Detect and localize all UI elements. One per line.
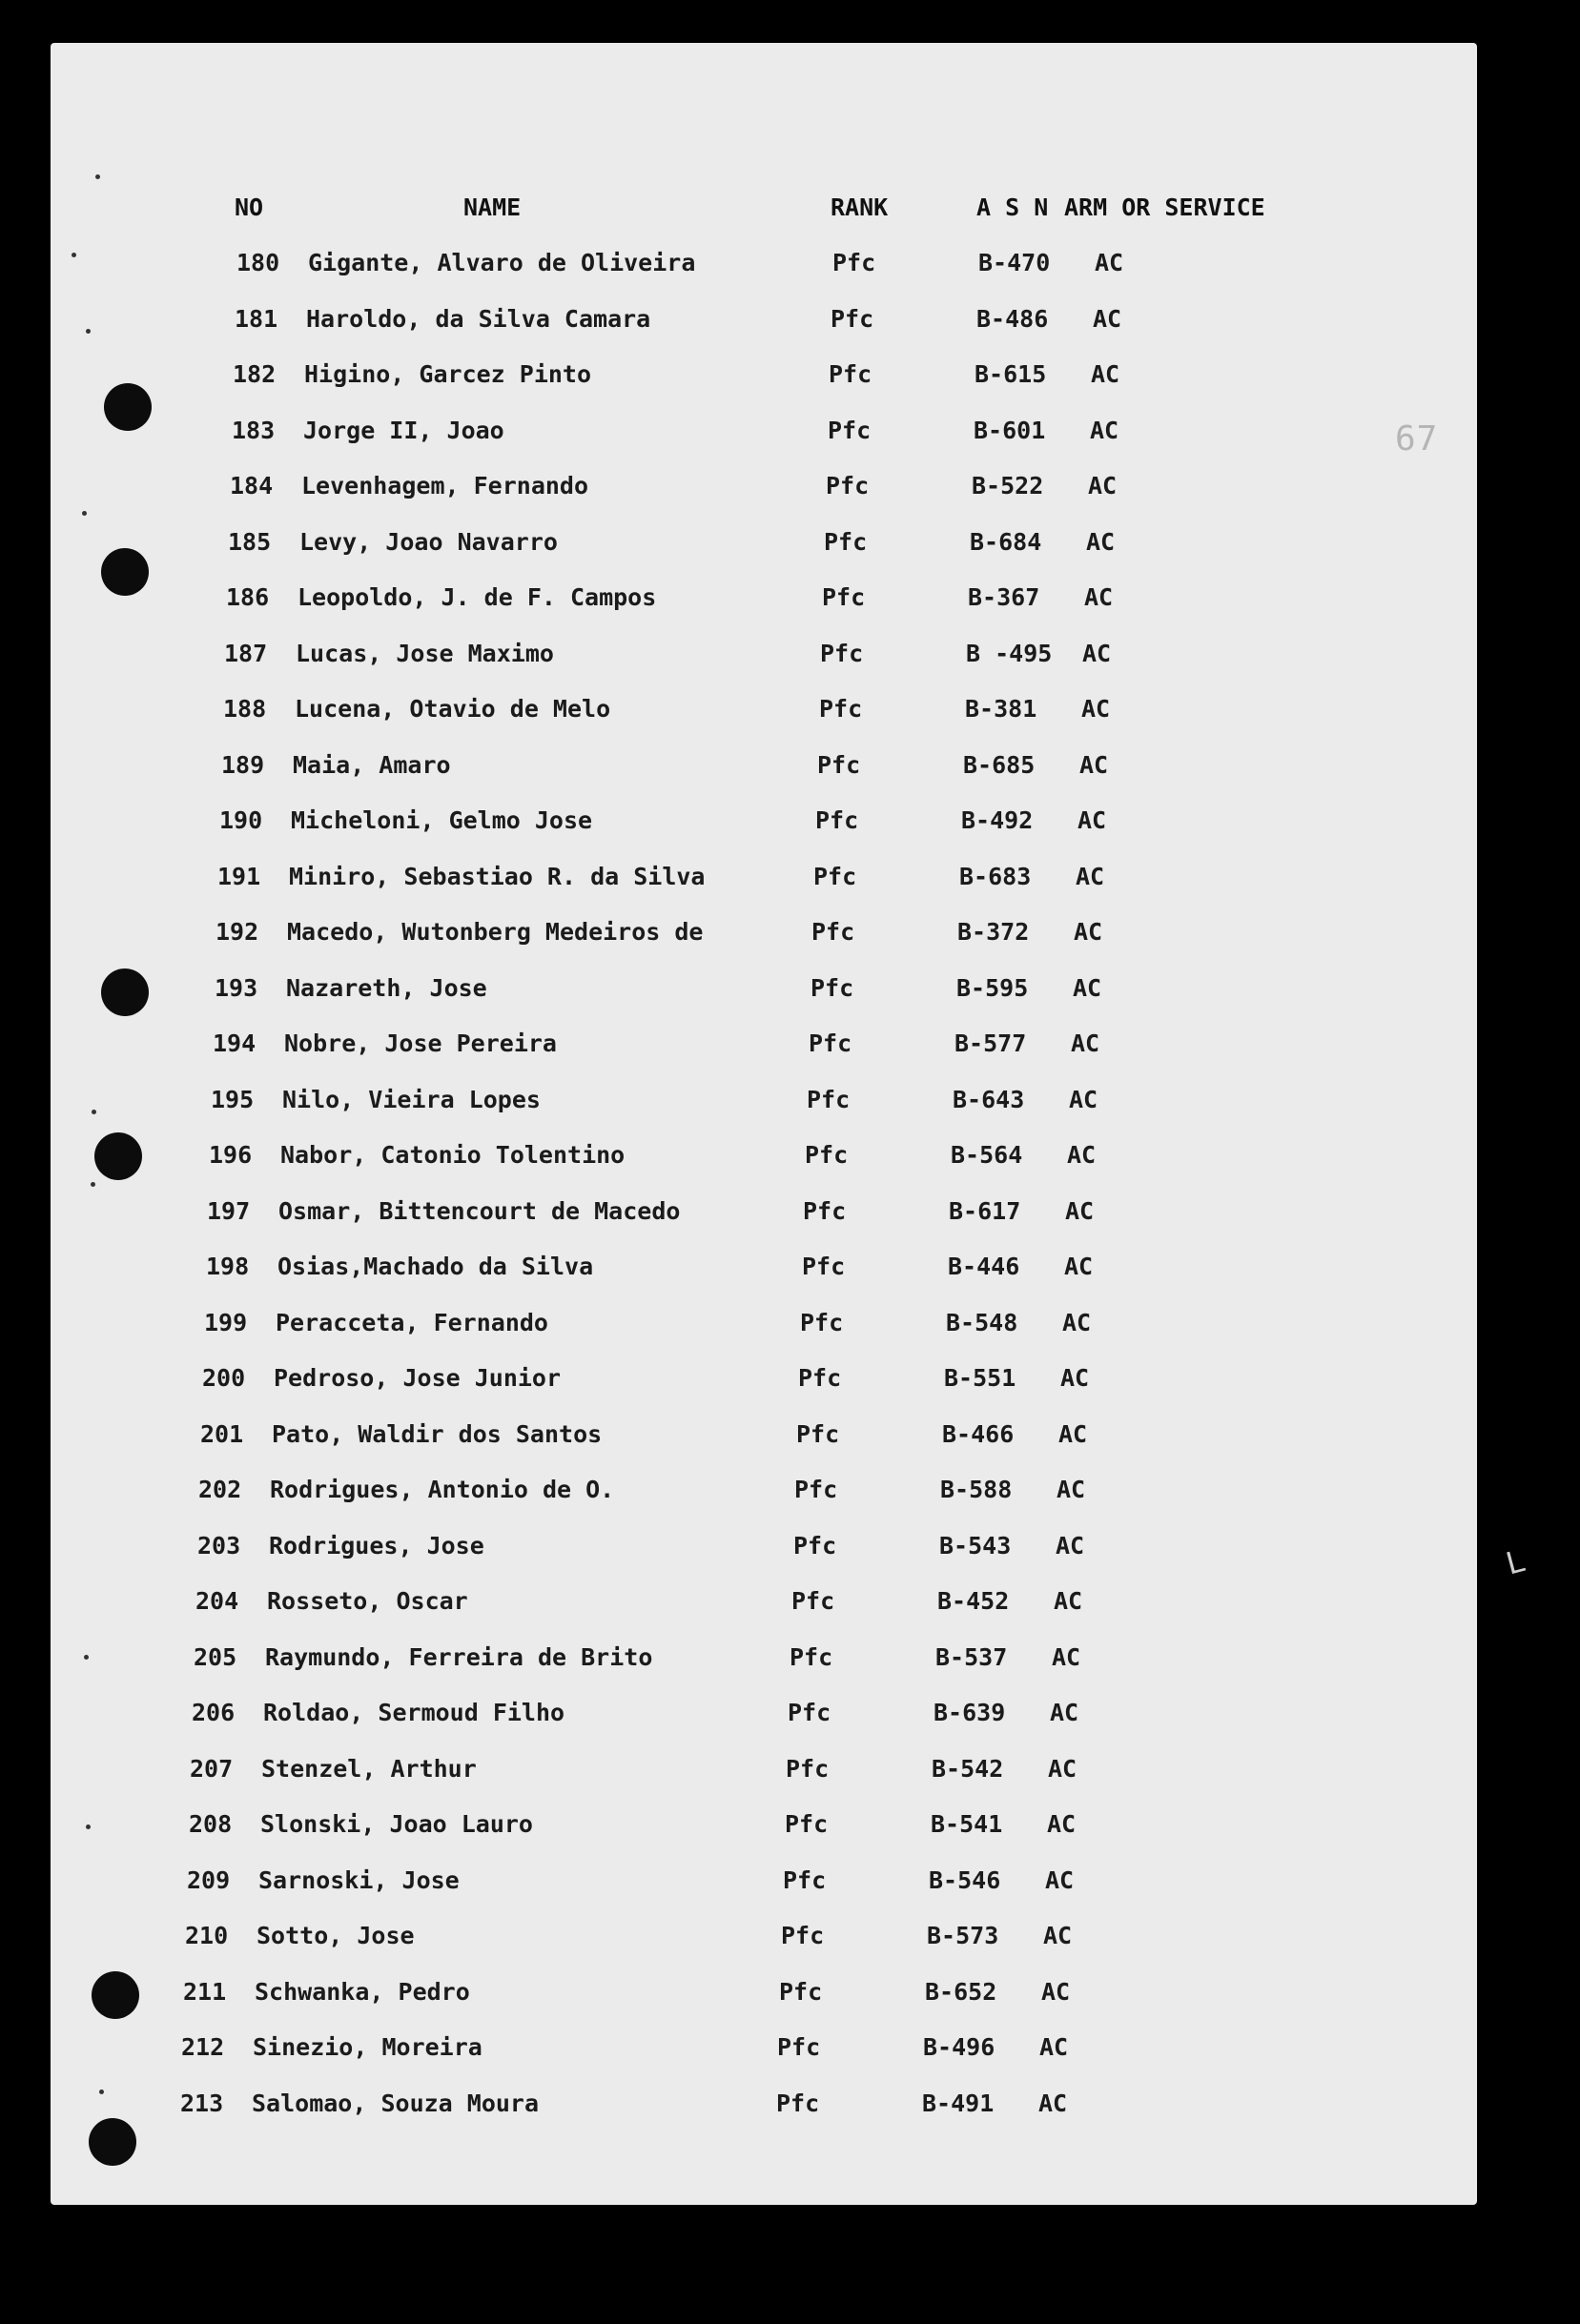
row-no: 192 xyxy=(215,918,259,946)
row-rank: Pfc xyxy=(800,1309,844,1336)
row-rank: Pfc xyxy=(832,249,876,276)
row-name: Schwanka, Pedro xyxy=(255,1978,470,2006)
header-rank: RANK xyxy=(831,194,889,221)
row-rank: Pfc xyxy=(824,528,868,556)
row-arm-or-service: AC xyxy=(1048,1755,1077,1783)
row-no: 186 xyxy=(226,583,270,611)
row-arm-or-service: AC xyxy=(1082,640,1112,667)
row-rank: Pfc xyxy=(786,1755,830,1783)
row-asn: B-617 xyxy=(949,1197,1021,1225)
row-arm-or-service: AC xyxy=(1050,1699,1079,1726)
row-asn: B-615 xyxy=(975,360,1047,388)
row-name: Levenhagem, Fernando xyxy=(301,472,589,499)
row-name: Osias,Machado da Silva xyxy=(277,1253,594,1280)
row-asn: B-496 xyxy=(923,2033,995,2061)
row-arm-or-service: AC xyxy=(1062,1309,1092,1336)
header-arm-or-service: ARM OR SERVICE xyxy=(1064,194,1265,221)
row-no: 182 xyxy=(233,360,277,388)
row-rank: Pfc xyxy=(783,1866,827,1894)
row-rank: Pfc xyxy=(785,1810,829,1838)
row-asn: B-551 xyxy=(944,1364,1016,1392)
row-asn: B-546 xyxy=(929,1866,1001,1894)
row-name: Raymundo, Ferreira de Brito xyxy=(265,1643,653,1671)
row-rank: Pfc xyxy=(831,305,874,333)
row-no: 190 xyxy=(219,806,263,834)
row-name: Roldao, Sermoud Filho xyxy=(263,1699,565,1726)
row-no: 213 xyxy=(180,2090,224,2117)
row-no: 191 xyxy=(217,863,261,890)
row-name: Levy, Joao Navarro xyxy=(299,528,558,556)
row-arm-or-service: AC xyxy=(1095,249,1124,276)
row-rank: Pfc xyxy=(803,1197,847,1225)
row-no: 195 xyxy=(211,1086,255,1113)
row-no: 181 xyxy=(235,305,278,333)
row-name: Salomao, Souza Moura xyxy=(252,2090,540,2117)
row-no: 210 xyxy=(185,1922,229,1949)
row-no: 185 xyxy=(228,528,272,556)
row-rank: Pfc xyxy=(779,1978,823,2006)
row-rank: Pfc xyxy=(828,417,872,444)
row-asn: B-522 xyxy=(972,472,1044,499)
row-name: Lucena, Otavio de Melo xyxy=(295,695,611,723)
row-no: 193 xyxy=(215,974,258,1002)
row-asn: B-577 xyxy=(954,1029,1027,1057)
row-name: Haroldo, da Silva Camara xyxy=(306,305,651,333)
row-name: Nilo, Vieira Lopes xyxy=(282,1086,541,1113)
row-name: Miniro, Sebastiao R. da Silva xyxy=(289,863,706,890)
row-asn: B-372 xyxy=(957,918,1030,946)
margin-mark: L xyxy=(1502,1542,1529,1582)
row-rank: Pfc xyxy=(811,918,855,946)
row-arm-or-service: AC xyxy=(1052,1643,1081,1671)
row-asn: B-491 xyxy=(922,2090,995,2117)
row-asn: B-639 xyxy=(934,1699,1006,1726)
row-asn: B-367 xyxy=(968,583,1040,611)
row-no: 189 xyxy=(221,751,265,779)
row-rank: Pfc xyxy=(796,1420,840,1448)
row-arm-or-service: AC xyxy=(1076,863,1105,890)
row-rank: Pfc xyxy=(798,1364,842,1392)
row-rank: Pfc xyxy=(776,2090,820,2117)
row-asn: B-486 xyxy=(976,305,1049,333)
row-arm-or-service: AC xyxy=(1081,695,1111,723)
row-asn: B-466 xyxy=(942,1420,1015,1448)
page-number: 67 xyxy=(1395,419,1439,459)
row-asn: B-446 xyxy=(948,1253,1020,1280)
row-rank: Pfc xyxy=(791,1587,835,1615)
row-no: 199 xyxy=(204,1309,248,1336)
row-arm-or-service: AC xyxy=(1071,1029,1100,1057)
row-asn: B-684 xyxy=(970,528,1042,556)
row-arm-or-service: AC xyxy=(1093,305,1122,333)
row-asn: B -495 xyxy=(966,640,1053,667)
row-asn: B-537 xyxy=(935,1643,1008,1671)
row-rank: Pfc xyxy=(790,1643,833,1671)
row-no: 208 xyxy=(189,1810,233,1838)
row-arm-or-service: AC xyxy=(1079,751,1109,779)
row-name: Nazareth, Jose xyxy=(286,974,487,1002)
row-name: Rodrigues, Antonio de O. xyxy=(270,1476,615,1503)
row-asn: B-548 xyxy=(946,1309,1018,1336)
row-no: 200 xyxy=(202,1364,246,1392)
row-no: 211 xyxy=(183,1978,227,2006)
row-arm-or-service: AC xyxy=(1090,417,1119,444)
row-asn: B-542 xyxy=(932,1755,1004,1783)
row-no: 205 xyxy=(194,1643,237,1671)
row-rank: Pfc xyxy=(815,806,859,834)
row-name: Osmar, Bittencourt de Macedo xyxy=(278,1197,681,1225)
row-arm-or-service: AC xyxy=(1038,2090,1068,2117)
row-asn: B-541 xyxy=(931,1810,1003,1838)
row-arm-or-service: AC xyxy=(1039,2033,1069,2061)
row-name: Nobre, Jose Pereira xyxy=(284,1029,557,1057)
row-rank: Pfc xyxy=(781,1922,825,1949)
row-rank: Pfc xyxy=(807,1086,851,1113)
row-name: Sarnoski, Jose xyxy=(258,1866,460,1894)
row-rank: Pfc xyxy=(788,1699,831,1726)
row-no: 204 xyxy=(195,1587,239,1615)
row-name: Maia, Amaro xyxy=(293,751,451,779)
row-arm-or-service: AC xyxy=(1065,1197,1095,1225)
row-arm-or-service: AC xyxy=(1077,806,1107,834)
row-arm-or-service: AC xyxy=(1088,472,1118,499)
row-name: Nabor, Catonio Tolentino xyxy=(280,1141,626,1169)
row-asn: B-573 xyxy=(927,1922,999,1949)
row-no: 201 xyxy=(200,1420,244,1448)
row-no: 180 xyxy=(236,249,280,276)
row-name: Rodrigues, Jose xyxy=(269,1532,484,1560)
row-asn: B-492 xyxy=(961,806,1034,834)
row-arm-or-service: AC xyxy=(1058,1420,1088,1448)
row-no: 203 xyxy=(197,1532,241,1560)
row-rank: Pfc xyxy=(811,974,854,1002)
row-arm-or-service: AC xyxy=(1091,360,1120,388)
row-no: 184 xyxy=(230,472,274,499)
row-asn: B-652 xyxy=(925,1978,997,2006)
row-name: Leopoldo, J. de F. Campos xyxy=(298,583,657,611)
row-arm-or-service: AC xyxy=(1086,528,1116,556)
row-arm-or-service: AC xyxy=(1067,1141,1097,1169)
row-rank: Pfc xyxy=(809,1029,852,1057)
row-asn: B-381 xyxy=(965,695,1037,723)
row-name: Jorge II, Joao xyxy=(303,417,504,444)
row-rank: Pfc xyxy=(802,1253,846,1280)
row-name: Sotto, Jose xyxy=(256,1922,415,1949)
row-no: 207 xyxy=(190,1755,234,1783)
row-asn: B-685 xyxy=(963,751,1036,779)
row-arm-or-service: AC xyxy=(1054,1587,1083,1615)
row-rank: Pfc xyxy=(817,751,861,779)
row-name: Pato, Waldir dos Santos xyxy=(272,1420,603,1448)
row-arm-or-service: AC xyxy=(1084,583,1114,611)
row-name: Micheloni, Gelmo Jose xyxy=(291,806,593,834)
row-arm-or-service: AC xyxy=(1057,1476,1086,1503)
row-no: 188 xyxy=(223,695,267,723)
row-arm-or-service: AC xyxy=(1056,1532,1085,1560)
row-name: Gigante, Alvaro de Oliveira xyxy=(308,249,696,276)
row-asn: B-683 xyxy=(959,863,1032,890)
row-name: Macedo, Wutonberg Medeiros de xyxy=(287,918,704,946)
row-arm-or-service: AC xyxy=(1064,1253,1094,1280)
header-name: NAME xyxy=(463,194,522,221)
row-rank: Pfc xyxy=(794,1476,838,1503)
row-rank: Pfc xyxy=(793,1532,837,1560)
row-asn: B-470 xyxy=(978,249,1051,276)
row-name: Peracceta, Fernando xyxy=(276,1309,548,1336)
row-arm-or-service: AC xyxy=(1045,1866,1075,1894)
row-name: Pedroso, Jose Junior xyxy=(274,1364,562,1392)
row-name: Stenzel, Arthur xyxy=(261,1755,477,1783)
row-rank: Pfc xyxy=(822,583,866,611)
row-asn: B-543 xyxy=(939,1532,1012,1560)
row-no: 212 xyxy=(181,2033,225,2061)
row-asn: B-595 xyxy=(956,974,1029,1002)
row-no: 194 xyxy=(213,1029,256,1057)
row-name: Lucas, Jose Maximo xyxy=(296,640,554,667)
row-arm-or-service: AC xyxy=(1060,1364,1090,1392)
row-rank: Pfc xyxy=(805,1141,849,1169)
row-arm-or-service: AC xyxy=(1074,918,1103,946)
row-rank: Pfc xyxy=(820,640,864,667)
row-arm-or-service: AC xyxy=(1041,1978,1071,2006)
row-arm-or-service: AC xyxy=(1047,1810,1077,1838)
header-no: NO xyxy=(235,194,264,221)
row-asn: B-452 xyxy=(937,1587,1010,1615)
row-no: 206 xyxy=(192,1699,236,1726)
row-name: Higino, Garcez Pinto xyxy=(304,360,592,388)
row-no: 197 xyxy=(207,1197,251,1225)
row-asn: B-588 xyxy=(940,1476,1013,1503)
header-asn: A S N xyxy=(976,194,1049,221)
row-name: Sinezio, Moreira xyxy=(253,2033,482,2061)
row-rank: Pfc xyxy=(826,472,870,499)
row-arm-or-service: AC xyxy=(1073,974,1102,1002)
row-asn: B-601 xyxy=(974,417,1046,444)
row-asn: B-643 xyxy=(953,1086,1025,1113)
row-arm-or-service: AC xyxy=(1043,1922,1073,1949)
row-no: 198 xyxy=(206,1253,250,1280)
row-no: 196 xyxy=(209,1141,253,1169)
row-no: 183 xyxy=(232,417,276,444)
row-no: 209 xyxy=(187,1866,231,1894)
row-rank: Pfc xyxy=(777,2033,821,2061)
row-no: 187 xyxy=(224,640,268,667)
row-rank: Pfc xyxy=(819,695,863,723)
row-arm-or-service: AC xyxy=(1069,1086,1098,1113)
row-name: Slonski, Joao Lauro xyxy=(260,1810,533,1838)
row-asn: B-564 xyxy=(951,1141,1023,1169)
row-rank: Pfc xyxy=(829,360,872,388)
row-name: Rosseto, Oscar xyxy=(267,1587,468,1615)
row-rank: Pfc xyxy=(813,863,857,890)
row-no: 202 xyxy=(198,1476,242,1503)
